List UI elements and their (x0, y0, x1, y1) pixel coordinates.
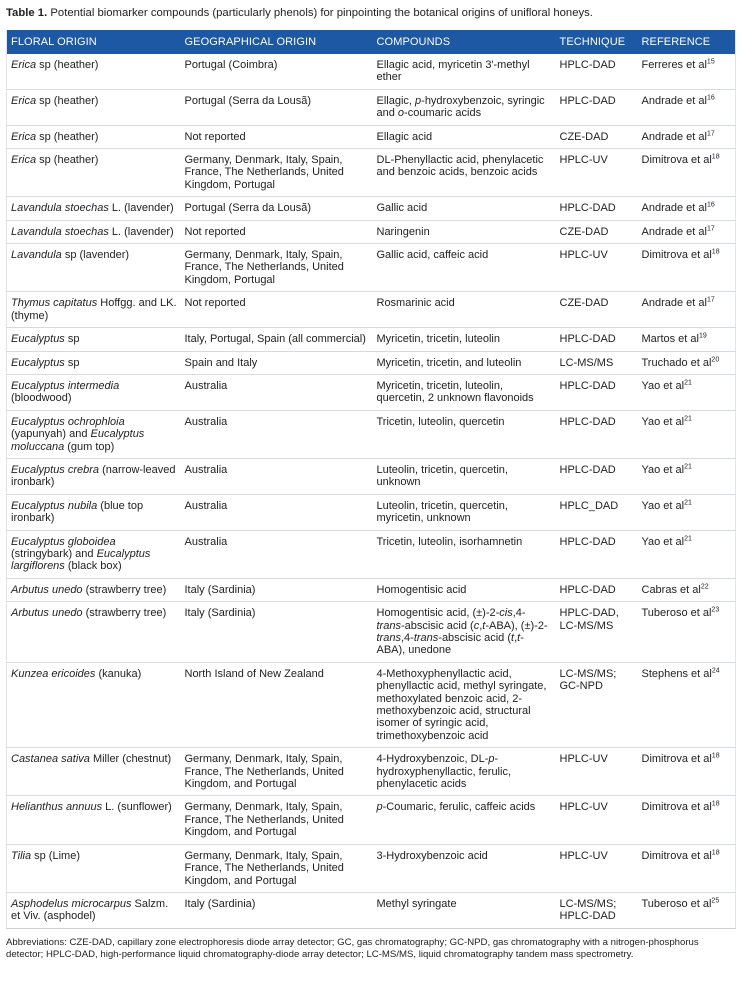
reference-cell (638, 374, 736, 410)
compounds-cell (373, 89, 556, 125)
floral-origin-cell (7, 530, 181, 578)
reference-cell (638, 220, 736, 243)
geographical-origin-cell: Germany, Denmark, Italy, Spain, France, The Netherlands, United Kingdom, Portugal (181, 149, 373, 197)
text-segment: Gallic acid (376, 202, 428, 215)
text-segment: (stringybark) and (11, 547, 97, 560)
text-segment: Myricetin, tricetin, and luteolin (376, 356, 522, 369)
table-row (7, 125, 736, 148)
reference-number: 20 (711, 355, 720, 363)
technique-cell: HPLC-DAD (556, 374, 638, 410)
text-segment: Thymus capitatus (11, 297, 98, 310)
text-segment: Naringenin (376, 225, 430, 238)
text-segment: o (397, 107, 405, 120)
reference-number: 18 (711, 849, 720, 857)
floral-origin-cell (7, 351, 181, 374)
technique-cell: HPLC-DAD (556, 458, 638, 494)
table-row (7, 244, 736, 292)
technique-cell: HPLC-UV (556, 149, 638, 197)
text-segment: Ellagic acid, myricetin 3′-methyl ether (376, 59, 530, 84)
reference-number: 23 (711, 606, 720, 614)
text-segment: Eucalyptus ochrophloia (11, 415, 125, 428)
reference-author: Dimitrova et al (641, 801, 712, 814)
reference-cell (638, 892, 736, 928)
compounds-cell (373, 244, 556, 292)
floral-origin-cell (7, 244, 181, 292)
floral-origin-cell (7, 149, 181, 197)
text-segment: 4-Methoxyphenyllactic acid, phenyllactic acid, methyl syringate, methoxylated benzoic acid, 2-methoxybenzoic acid, structural isomer of syringic acid, trimethoxybenzoic acid (376, 667, 547, 742)
text-segment: Rosmarinic acid (376, 297, 455, 310)
text-segment: -ABA), unedone (376, 632, 524, 657)
table-row (7, 149, 736, 197)
text-segment: t (517, 632, 521, 644)
text-segment: -hydroxyphenyllactic, ferulic, phenylacetic acids (376, 753, 512, 791)
reference-number: 21 (684, 499, 692, 507)
technique-cell: LC-MS/MS; HPLC-DAD (556, 892, 638, 928)
text-segment: Luteolin, tricetin, quercetin, unknown (376, 463, 508, 489)
text-segment: Salzm. et Viv. (asphodel) (11, 897, 169, 923)
table-row (7, 748, 736, 796)
text-segment: Homogentisic acid, (±)-2- (376, 607, 500, 620)
table-row (7, 89, 736, 125)
technique-cell: HPLC-UV (556, 748, 638, 796)
table-row (7, 494, 736, 530)
text-segment: Kunzea ericoides (11, 667, 96, 680)
text-segment: trans (376, 619, 401, 632)
table-row (7, 410, 736, 458)
reference-author: Yao et al (641, 535, 685, 548)
text-segment: Tricetin, luteolin, quercetin (376, 415, 505, 428)
floral-origin-cell (7, 494, 181, 530)
text-segment: Ellagic acid (376, 130, 433, 143)
compounds-cell (373, 410, 556, 458)
table-body (7, 54, 736, 928)
table-row (7, 892, 736, 928)
reference-author: Stephens et al (641, 667, 712, 680)
text-segment: t (511, 632, 515, 644)
geographical-origin-cell: Australia (181, 374, 373, 410)
biomarker-table (6, 30, 736, 929)
text-segment: sp (64, 356, 80, 369)
reference-author: Yao et al (641, 463, 685, 476)
table-row (7, 54, 736, 89)
technique-cell: CZE-DAD (556, 125, 638, 148)
geographical-origin-cell: Not reported (181, 292, 373, 328)
geographical-origin-cell: Portugal (Serra da Lousã) (181, 89, 373, 125)
table-row (7, 602, 736, 663)
reference-author: Tuberoso et al (641, 607, 712, 620)
reference-number: 21 (684, 379, 692, 387)
header-row (7, 30, 736, 54)
text-segment: Tilia (11, 849, 32, 862)
geographical-origin-cell: North Island of New Zealand (181, 662, 373, 747)
reference-cell (638, 410, 736, 458)
table-row (7, 530, 736, 578)
text-segment: Eucalyptus crebra (11, 463, 100, 476)
floral-origin-cell (7, 844, 181, 892)
table-row (7, 458, 736, 494)
text-segment: (strawberry tree) (82, 607, 167, 620)
compounds-cell (373, 748, 556, 796)
technique-cell: HPLC-DAD (556, 530, 638, 578)
text-segment: , (514, 632, 518, 644)
reference-cell (638, 796, 736, 844)
text-segment: 4-Hydroxybenzoic, DL- (376, 753, 489, 766)
reference-number: 17 (706, 296, 715, 304)
reference-cell (638, 662, 736, 747)
reference-author: Cabras et al (641, 583, 701, 596)
floral-origin-cell (7, 662, 181, 747)
caption-label: Table 1. (6, 7, 48, 19)
geographical-origin-cell: Spain and Italy (181, 351, 373, 374)
text-segment: ,4- (512, 607, 526, 620)
text-segment: p (415, 94, 422, 107)
technique-cell: HPLC-UV (556, 244, 638, 292)
reference-author: Dimitrova et al (641, 154, 712, 167)
reference-number: 16 (706, 201, 715, 209)
geographical-origin-cell: Australia (181, 494, 373, 530)
compounds-cell (373, 292, 556, 328)
text-segment: sp (heather) (36, 154, 99, 167)
text-segment: Luteolin, tricetin, quercetin, myricetin, unknown (376, 499, 508, 525)
reference-number: 21 (684, 463, 692, 471)
text-segment: sp (64, 333, 80, 346)
reference-number: 24 (711, 667, 720, 675)
compounds-cell (373, 494, 556, 530)
text-segment: (black box) (64, 560, 122, 573)
technique-cell: HPLC-DAD, LC-MS/MS (556, 602, 638, 663)
geographical-origin-cell: Italy (Sardinia) (181, 892, 373, 928)
reference-cell (638, 748, 736, 796)
text-segment: Asphodelus microcarpus (11, 897, 132, 910)
text-segment: -coumaric acids (404, 107, 482, 120)
text-segment: Ellagic, (376, 94, 416, 107)
text-segment: p (376, 801, 383, 814)
geographical-origin-cell: Germany, Denmark, Italy, Spain, France, The Netherlands, United Kingdom, and Portugal (181, 844, 373, 892)
reference-cell (638, 351, 736, 374)
reference-author: Andrade et al (641, 297, 707, 310)
floral-origin-cell (7, 328, 181, 351)
reference-number: 25 (711, 897, 720, 905)
technique-cell: HPLC-DAD (556, 328, 638, 351)
text-segment: 3-Hydroxybenzoic acid (376, 849, 488, 862)
text-segment: sp (heather) (36, 94, 99, 107)
caption-text: Potential biomarker compounds (particularly phenols) for pinpointing the botanical origins of unifloral honeys. (47, 7, 593, 19)
compounds-cell (373, 351, 556, 374)
reference-cell (638, 602, 736, 663)
geographical-origin-cell: Australia (181, 530, 373, 578)
text-segment: Miller (chestnut) (89, 753, 172, 766)
reference-cell (638, 530, 736, 578)
compounds-cell (373, 796, 556, 844)
text-segment: trans (376, 632, 401, 644)
floral-origin-cell (7, 892, 181, 928)
text-segment: c (473, 619, 480, 632)
text-segment: sp (heather) (36, 130, 99, 143)
reference-cell (638, 328, 736, 351)
text-segment: (narrow-leaved ironbark) (11, 463, 176, 489)
text-segment: Hoffgg. and LK. (thyme) (11, 297, 177, 322)
table-row (7, 328, 736, 351)
reference-cell (638, 125, 736, 148)
reference-cell (638, 494, 736, 530)
reference-number: 18 (711, 752, 720, 760)
table-row (7, 578, 736, 601)
floral-origin-cell (7, 796, 181, 844)
text-segment: Methyl syringate (376, 897, 457, 910)
text-segment: Eucalyptus nubila (11, 499, 98, 512)
floral-origin-cell (7, 125, 181, 148)
compounds-cell (373, 530, 556, 578)
reference-cell (638, 844, 736, 892)
reference-author: Martos et al (641, 333, 699, 346)
header-floral-origin: FLORAL ORIGIN (7, 30, 181, 54)
geographical-origin-cell: Australia (181, 410, 373, 458)
header-compounds: COMPOUNDS (373, 30, 556, 54)
table-row (7, 220, 736, 243)
abbreviations-footnote: Abbreviations: CZE-DAD, capillary zone electrophoresis diode array detector; GC, gas chromatography; GC-NPD, gas chromatography with a nitrogen-phosphorus detector; HPLC-DAD, high-performance liquid chromatography-diode array detector; LC-MS/MS, liquid chromatography tandem mass spectrometry. (6, 936, 699, 961)
floral-origin-cell (7, 292, 181, 328)
reference-author: Ferreres et al (641, 59, 707, 71)
reference-author: Tuberoso et al (641, 897, 712, 910)
reference-author: Dimitrova et al (641, 249, 712, 262)
text-segment: Erica (11, 130, 37, 143)
geographical-origin-cell: Italy (Sardinia) (181, 602, 373, 663)
text-segment: (strawberry tree) (82, 583, 167, 596)
technique-cell: HPLC-UV (556, 796, 638, 844)
text-segment: sp (heather) (36, 59, 99, 71)
compounds-cell (373, 125, 556, 148)
text-segment: Eucalyptus (11, 333, 65, 346)
text-segment: (kanuka) (95, 667, 142, 680)
geographical-origin-cell: Australia (181, 458, 373, 494)
text-segment: Myricetin, tricetin, luteolin, quercetin, 2 unknown flavonoids (376, 379, 534, 405)
text-segment: p (488, 753, 495, 766)
text-segment: Myricetin, tricetin, luteolin (376, 333, 500, 346)
reference-author: Yao et al (641, 499, 685, 512)
text-segment: L. (sunflower) (102, 801, 172, 814)
reference-cell (638, 197, 736, 220)
compounds-cell (373, 220, 556, 243)
text-segment: Lavandula stoechas (11, 202, 109, 215)
geographical-origin-cell: Not reported (181, 125, 373, 148)
text-segment: ,4- (400, 632, 414, 644)
geographical-origin-cell: Portugal (Coimbra) (181, 54, 373, 89)
text-segment: Lavandula (11, 249, 62, 262)
text-segment: L. (lavender) (108, 225, 174, 238)
text-segment: Erica (11, 59, 37, 71)
technique-cell: CZE-DAD (556, 292, 638, 328)
reference-author: Truchado et al (641, 356, 712, 369)
compounds-cell (373, 892, 556, 928)
reference-cell (638, 149, 736, 197)
reference-author: Andrade et al (641, 225, 707, 238)
text-segment: Eucalyptus (11, 356, 65, 369)
floral-origin-cell (7, 410, 181, 458)
compounds-cell (373, 578, 556, 601)
geographical-origin-cell: Germany, Denmark, Italy, Spain, France, The Netherlands, United Kingdom, and Portugal (181, 748, 373, 796)
table-row (7, 197, 736, 220)
text-segment: Eucalyptus globoidea (11, 535, 116, 548)
reference-author: Andrade et al (641, 130, 707, 143)
table-caption (6, 6, 735, 20)
reference-author: Andrade et al (641, 202, 707, 215)
geographical-origin-cell: Germany, Denmark, Italy, Spain, France, The Netherlands, United Kingdom, Portugal (181, 244, 373, 292)
floral-origin-cell (7, 54, 181, 89)
text-segment: Erica (11, 94, 37, 107)
text-segment: -Coumaric, ferulic, caffeic acids (382, 801, 536, 814)
compounds-cell (373, 149, 556, 197)
technique-cell: HPLC-UV (556, 844, 638, 892)
compounds-cell (373, 844, 556, 892)
geographical-origin-cell: Portugal (Serra da Lousã) (181, 197, 373, 220)
compounds-cell (373, 54, 556, 89)
table-row (7, 796, 736, 844)
technique-cell: LC-MS/MS (556, 351, 638, 374)
reference-number: 22 (700, 583, 709, 591)
geographical-origin-cell: Italy, Portugal, Spain (all commercial) (181, 328, 373, 351)
technique-cell: LC-MS/MS; GC-NPD (556, 662, 638, 747)
reference-number: 17 (706, 225, 715, 232)
text-segment: Homogentisic acid (376, 583, 467, 596)
text-segment: -abscisic acid ( (438, 632, 512, 644)
reference-number: 21 (684, 534, 692, 542)
compounds-cell (373, 602, 556, 663)
geographical-origin-cell: Germany, Denmark, Italy, Spain, France, The Netherlands, United Kingdom, and Portugal (181, 796, 373, 844)
text-segment: Arbutus unedo (11, 607, 83, 620)
reference-author: Andrade et al (641, 94, 707, 107)
compounds-cell (373, 328, 556, 351)
header-reference: REFERENCE (638, 30, 736, 54)
reference-number: 18 (711, 153, 720, 161)
geographical-origin-cell: Italy (Sardinia) (181, 578, 373, 601)
floral-origin-cell (7, 89, 181, 125)
technique-cell: HPLC-DAD (556, 89, 638, 125)
reference-number: 21 (684, 415, 692, 423)
reference-author: Dimitrova et al (641, 849, 712, 862)
text-segment: Eucalyptus largiflorens (11, 547, 151, 573)
table-row (7, 292, 736, 328)
floral-origin-cell (7, 748, 181, 796)
text-segment: Eucalyptus intermedia (11, 379, 120, 392)
text-segment: (yapunyah) and (11, 428, 91, 441)
text-segment: Gallic acid, caffeic acid (376, 249, 489, 262)
text-segment: -hydroxybenzoic, syringic and (376, 94, 545, 120)
reference-cell (638, 292, 736, 328)
text-segment: Helianthus annuus (11, 801, 103, 814)
reference-author: Yao et al (641, 415, 685, 428)
text-segment: , (479, 619, 483, 632)
text-segment: -abscisic acid ( (400, 619, 474, 632)
text-segment: L. (lavender) (108, 202, 174, 215)
text-segment: cis (499, 607, 513, 620)
reference-number: 16 (706, 94, 715, 102)
reference-author: Dimitrova et al (641, 753, 712, 766)
table-row (7, 374, 736, 410)
text-segment: Erica (11, 154, 37, 167)
text-segment: Eucalyptus moluccana (11, 428, 145, 453)
technique-cell: CZE-DAD (556, 220, 638, 243)
compounds-cell (373, 374, 556, 410)
reference-number: 18 (711, 800, 720, 808)
text-segment: (bloodwood) (11, 392, 72, 405)
text-segment: Arbutus unedo (11, 583, 83, 596)
header-geographical-origin: GEOGRAPHICAL ORIGIN (181, 30, 373, 54)
technique-cell: HPLC-DAD (556, 578, 638, 601)
reference-number: 18 (711, 248, 720, 256)
table-row (7, 662, 736, 747)
header-technique: TECHNIQUE (556, 30, 638, 54)
text-segment: Lavandula stoechas (11, 225, 109, 238)
floral-origin-cell (7, 578, 181, 601)
reference-number: 19 (698, 332, 707, 340)
table-row (7, 351, 736, 374)
text-segment: trans (413, 632, 439, 644)
text-segment: -ABA), (±)-2- (485, 619, 548, 632)
floral-origin-cell (7, 602, 181, 663)
reference-cell (638, 89, 736, 125)
reference-cell (638, 54, 736, 89)
reference-cell (638, 244, 736, 292)
compounds-cell (373, 662, 556, 747)
floral-origin-cell (7, 197, 181, 220)
text-segment: DL-Phenyllactic acid, phenylacetic and benzoic acids, benzoic acids (376, 154, 544, 179)
compounds-cell (373, 458, 556, 494)
technique-cell: HPLC-DAD (556, 54, 638, 89)
reference-author: Yao et al (641, 379, 685, 392)
geographical-origin-cell: Not reported (181, 220, 373, 243)
technique-cell: HPLC_DAD (556, 494, 638, 530)
compounds-cell (373, 197, 556, 220)
text-segment: (blue top ironbark) (11, 499, 144, 525)
reference-cell (638, 578, 736, 601)
reference-cell (638, 458, 736, 494)
reference-number: 17 (706, 129, 715, 137)
technique-cell: HPLC-DAD (556, 410, 638, 458)
text-segment: sp (Lime) (31, 849, 80, 862)
floral-origin-cell (7, 458, 181, 494)
text-segment: Tricetin, luteolin, isorhamnetin (376, 535, 523, 548)
text-segment: t (482, 619, 486, 632)
table-row (7, 844, 736, 892)
text-segment: (gum top) (64, 440, 115, 453)
text-segment: Castanea sativa (11, 753, 90, 766)
floral-origin-cell (7, 220, 181, 243)
reference-number: 15 (706, 58, 715, 66)
text-segment: sp (lavender) (61, 249, 130, 262)
technique-cell: HPLC-DAD (556, 197, 638, 220)
floral-origin-cell (7, 374, 181, 410)
